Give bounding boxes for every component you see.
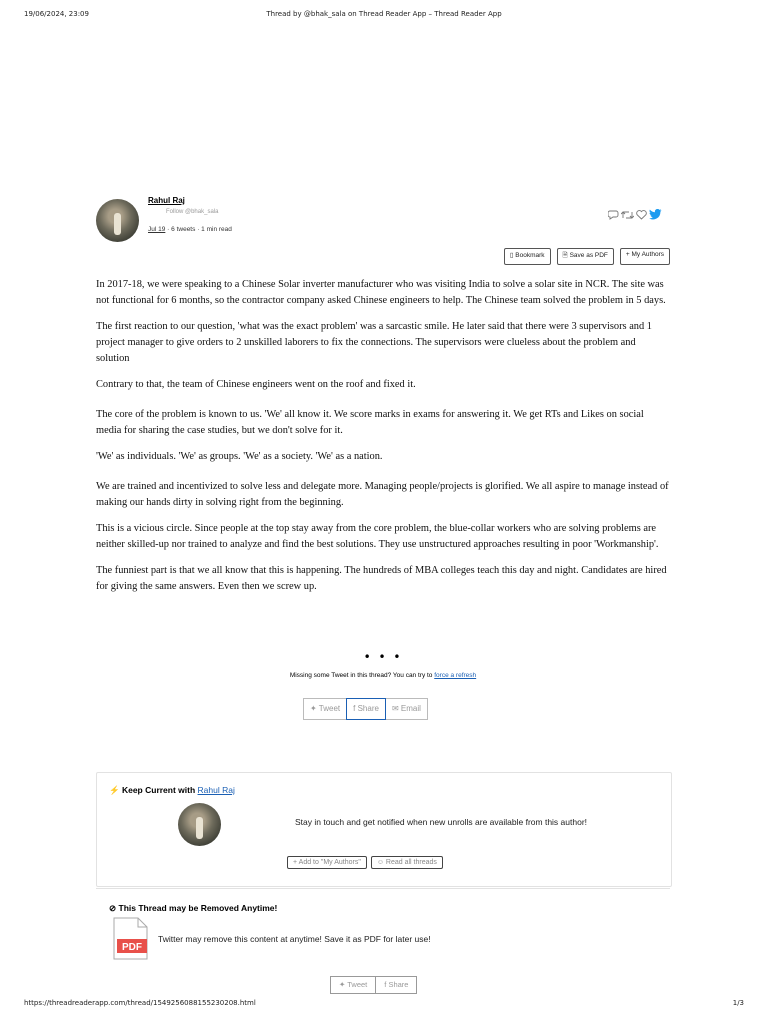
ban-icon: ⊘ xyxy=(109,903,117,913)
separator: · xyxy=(197,226,202,233)
bookmark-button[interactable] xyxy=(504,248,551,265)
keep-current-author-link[interactable]: Rahul Raj xyxy=(197,785,235,795)
share-label: Share xyxy=(388,980,409,989)
print-header xyxy=(24,10,744,22)
email-button[interactable] xyxy=(385,698,428,720)
keep-current-text: Stay in touch and get notified when new unrolls are available from this author! xyxy=(295,817,588,827)
share-button[interactable] xyxy=(375,976,417,994)
divider xyxy=(96,888,670,889)
follow-link[interactable]: Follow @bhak_sala xyxy=(166,209,219,215)
missing-tweet-notice xyxy=(96,672,670,679)
removed-warning-text: Twitter may remove this content at anytime! Save it as PDF for later use! xyxy=(158,934,431,944)
share-label: Share xyxy=(357,704,379,713)
envelope-icon: ✉ xyxy=(391,704,399,713)
save-pdf-label: Save as PDF xyxy=(569,252,608,259)
bookmark-label: Bookmark xyxy=(515,252,545,259)
print-footer xyxy=(24,999,744,1011)
removed-warning-title xyxy=(109,903,277,914)
print-datetime: 19/06/2024, 23:09 xyxy=(24,10,89,18)
tweet-text: Contrary to that, the team of Chinese engineers went on the roof and fixed it. xyxy=(96,379,416,390)
tweet-text: 'We' as individuals. 'We' as groups. 'We' as a society. 'We' as a nation. xyxy=(96,451,383,462)
thread-meta xyxy=(148,226,232,233)
author-name[interactable]: Rahul Raj xyxy=(148,196,185,205)
removed-title-label: This Thread may be Removed Anytime! xyxy=(118,903,278,913)
keep-current-title xyxy=(109,785,235,796)
facebook-icon: f xyxy=(353,704,356,713)
twitter-icon: ✦ xyxy=(310,704,317,713)
author-header xyxy=(96,195,670,247)
pdf-icon[interactable] xyxy=(111,917,149,961)
tweet-text: In 2017-18, we were speaking to a Chinese Solar inverter manufacturer who was visiting India to solve a solar site in NCR. The site was not functional for 6 months, so the contractor company asked Chinese engineers to help. The Chinese team solved the problem in 5 days. xyxy=(96,279,666,306)
thread-date[interactable]: Jul 19 xyxy=(148,226,166,233)
share-buttons-bottom xyxy=(331,976,417,994)
missing-text: Missing some Tweet in this thread? You can try to xyxy=(289,672,435,679)
tweet-label: Tweet xyxy=(318,704,341,713)
tweet-count: 6 tweets xyxy=(171,226,196,233)
tweet-button[interactable] xyxy=(330,976,376,994)
tweet-actions xyxy=(608,210,662,222)
print-url: https://threadreaderapp.com/thread/1549256088155230208.html xyxy=(24,999,256,1007)
tweet-text: This is a vicious circle. Since people at the top stay away from the core problem, the blue-collar workers who are solving problems are neither skilled-up nor trained to analyze and find the best solutions. They use unstructured approaches resulting in poor 'Workmanship'. xyxy=(96,523,659,550)
print-title: Thread by @bhak_sala on Thread Reader App – Thread Reader App xyxy=(266,10,502,18)
email-label: Email xyxy=(400,704,421,713)
thread-body xyxy=(96,277,670,605)
read-all-label: Read all threads xyxy=(385,859,437,866)
share-buttons xyxy=(304,698,428,720)
force-refresh-link[interactable]: force a refresh xyxy=(434,672,477,679)
save-pdf-button[interactable] xyxy=(557,248,614,265)
tweet-text: The core of the problem is known to us. 'We' all know it. We score marks in exams for answering it. We get RTs and Likes on social media for sharing the case studies, but we don't solve for it. xyxy=(96,409,644,436)
avatar[interactable] xyxy=(96,199,139,242)
read-time: 1 min read xyxy=(201,226,232,233)
share-button[interactable] xyxy=(346,698,386,720)
tweet-label: Tweet xyxy=(347,980,368,989)
reply-icon[interactable] xyxy=(608,210,619,223)
page-number: 1/3 xyxy=(732,999,744,1007)
read-all-threads-button[interactable] xyxy=(371,856,443,869)
twitter-icon[interactable] xyxy=(649,209,662,223)
avatar[interactable] xyxy=(178,803,221,846)
keep-current-card xyxy=(96,772,672,887)
tweet-button[interactable] xyxy=(303,698,347,720)
separator: · xyxy=(167,226,172,233)
pdf-label: PDF xyxy=(122,942,142,953)
like-icon[interactable] xyxy=(636,210,647,223)
file-icon: 🗎 xyxy=(562,252,568,259)
facebook-icon: f xyxy=(384,980,387,989)
my-authors-button[interactable]: + My Authors xyxy=(620,248,670,265)
thread-actions xyxy=(504,248,670,265)
thread-ellipsis: • • • xyxy=(363,650,403,664)
bookmark-icon: ▯ xyxy=(509,252,514,259)
thread-content xyxy=(96,195,670,713)
retweet-icon[interactable] xyxy=(621,210,634,223)
keep-current-actions xyxy=(287,856,443,869)
lightning-icon: ⚡ xyxy=(109,785,120,795)
user-icon: ☺ xyxy=(376,859,384,866)
add-to-my-authors-button[interactable]: + Add to "My Authors" xyxy=(287,856,367,869)
tweet-text: We are trained and incentivized to solve less and delegate more. Managing people/projects is glorified. We all aspire to manage instead of making our hands dirty in solving right from the beginning. xyxy=(96,481,669,508)
twitter-icon: ✦ xyxy=(339,980,346,989)
keep-current-label: Keep Current with xyxy=(121,785,198,795)
tweet-text: The first reaction to our question, 'what was the exact problem' was a sarcastic smile. He later said that there were 3 supervisors and 1 project manager to give orders to 2 unskilled laborers to fix the connections. The supervisors were clueless about the problem and solution xyxy=(96,321,652,364)
tweet-text: The funniest part is that we all know that this is happening. The hundreds of MBA colleges teach this day and night. Candidates are hired for giving the same answers. Even then we screw up. xyxy=(96,565,667,592)
